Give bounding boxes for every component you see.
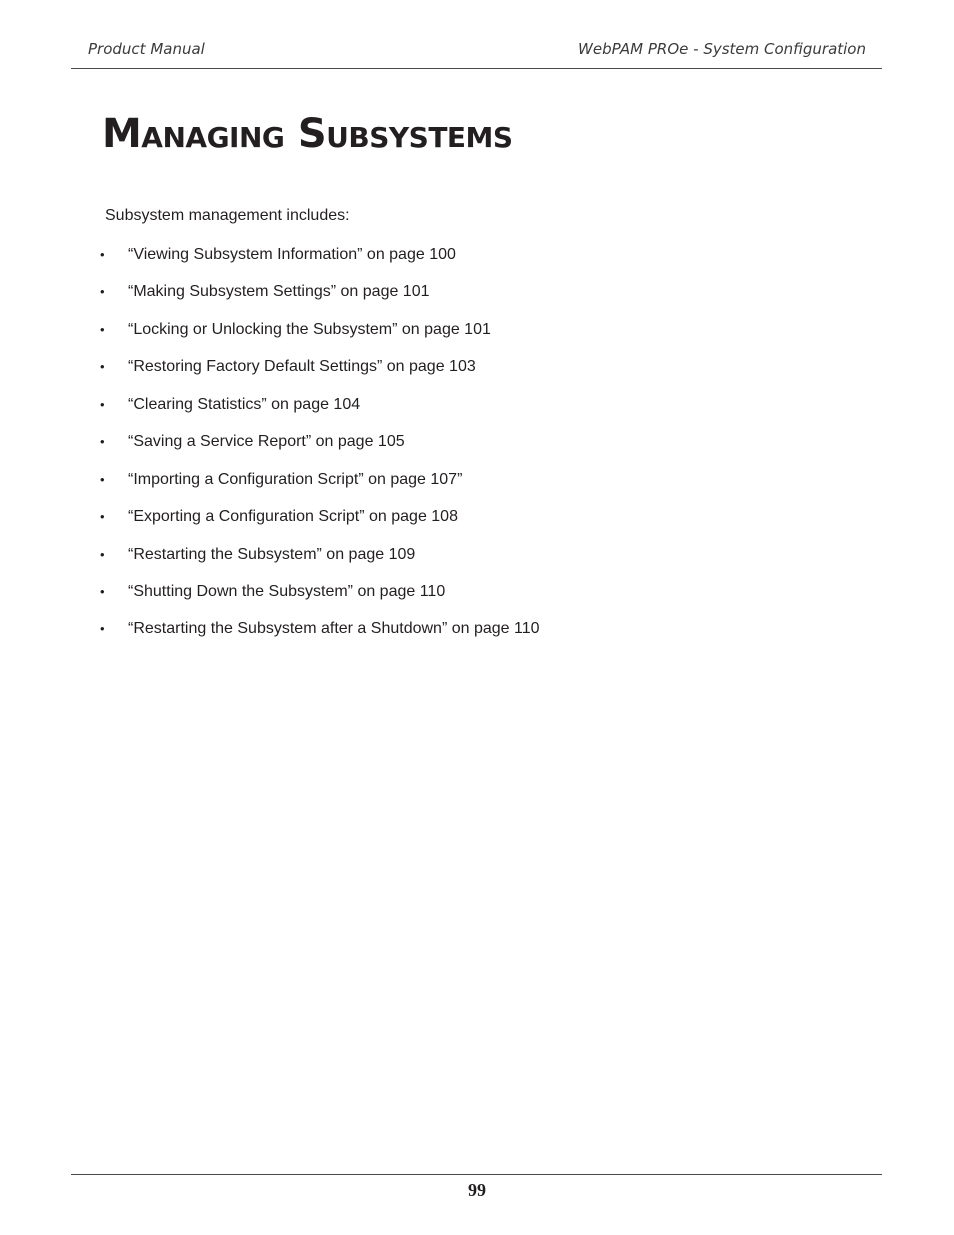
bullet-icon: • (100, 509, 105, 525)
bullet-icon: • (100, 583, 105, 599)
bullet-icon: • (100, 321, 105, 337)
page-number: 99 (468, 1180, 486, 1200)
page-title: Managing Subsystems (102, 111, 513, 157)
list-item-link[interactable]: “Making Subsystem Settings” on page 101 (128, 283, 430, 301)
list-item-link[interactable]: “Importing a Configuration Script” on page 107” (128, 470, 463, 488)
bullet-icon: • (100, 471, 105, 487)
intro-text: Subsystem management includes: (105, 207, 350, 224)
bullet-icon: • (100, 434, 105, 450)
header-section-title: WebPAM PROe - System Configuration (578, 40, 866, 58)
list-item-link[interactable]: “Restoring Factory Default Settings” on page 103 (128, 358, 476, 376)
bullet-icon: • (100, 546, 105, 562)
header-divider (71, 68, 882, 69)
list-item-link[interactable]: “Saving a Service Report” on page 105 (128, 433, 405, 451)
bullet-icon: • (100, 359, 105, 375)
list-item-link[interactable]: “Clearing Statistics” on page 104 (128, 395, 361, 413)
bullet-icon: • (100, 396, 105, 412)
list-item-link[interactable]: “Viewing Subsystem Information” on page 100 (128, 246, 456, 263)
footer-divider (71, 1174, 882, 1175)
page-header (88, 38, 866, 62)
header-manual-title: Product Manual (88, 40, 205, 58)
list-item-link[interactable]: “Exporting a Configuration Script” on page 108 (128, 508, 458, 526)
list-item-link[interactable]: “Restarting the Subsystem after a Shutdown” on page 110 (128, 620, 540, 638)
list-item-link[interactable]: “Restarting the Subsystem” on page 109 (128, 545, 416, 563)
bullet-icon: • (100, 247, 105, 262)
bullet-icon: • (100, 621, 105, 637)
list-item-link[interactable]: “Locking or Unlocking the Subsystem” on page 101 (128, 320, 491, 338)
bullet-icon: • (100, 284, 105, 300)
list-item-link[interactable]: “Shutting Down the Subsystem” on page 110 (128, 582, 446, 600)
